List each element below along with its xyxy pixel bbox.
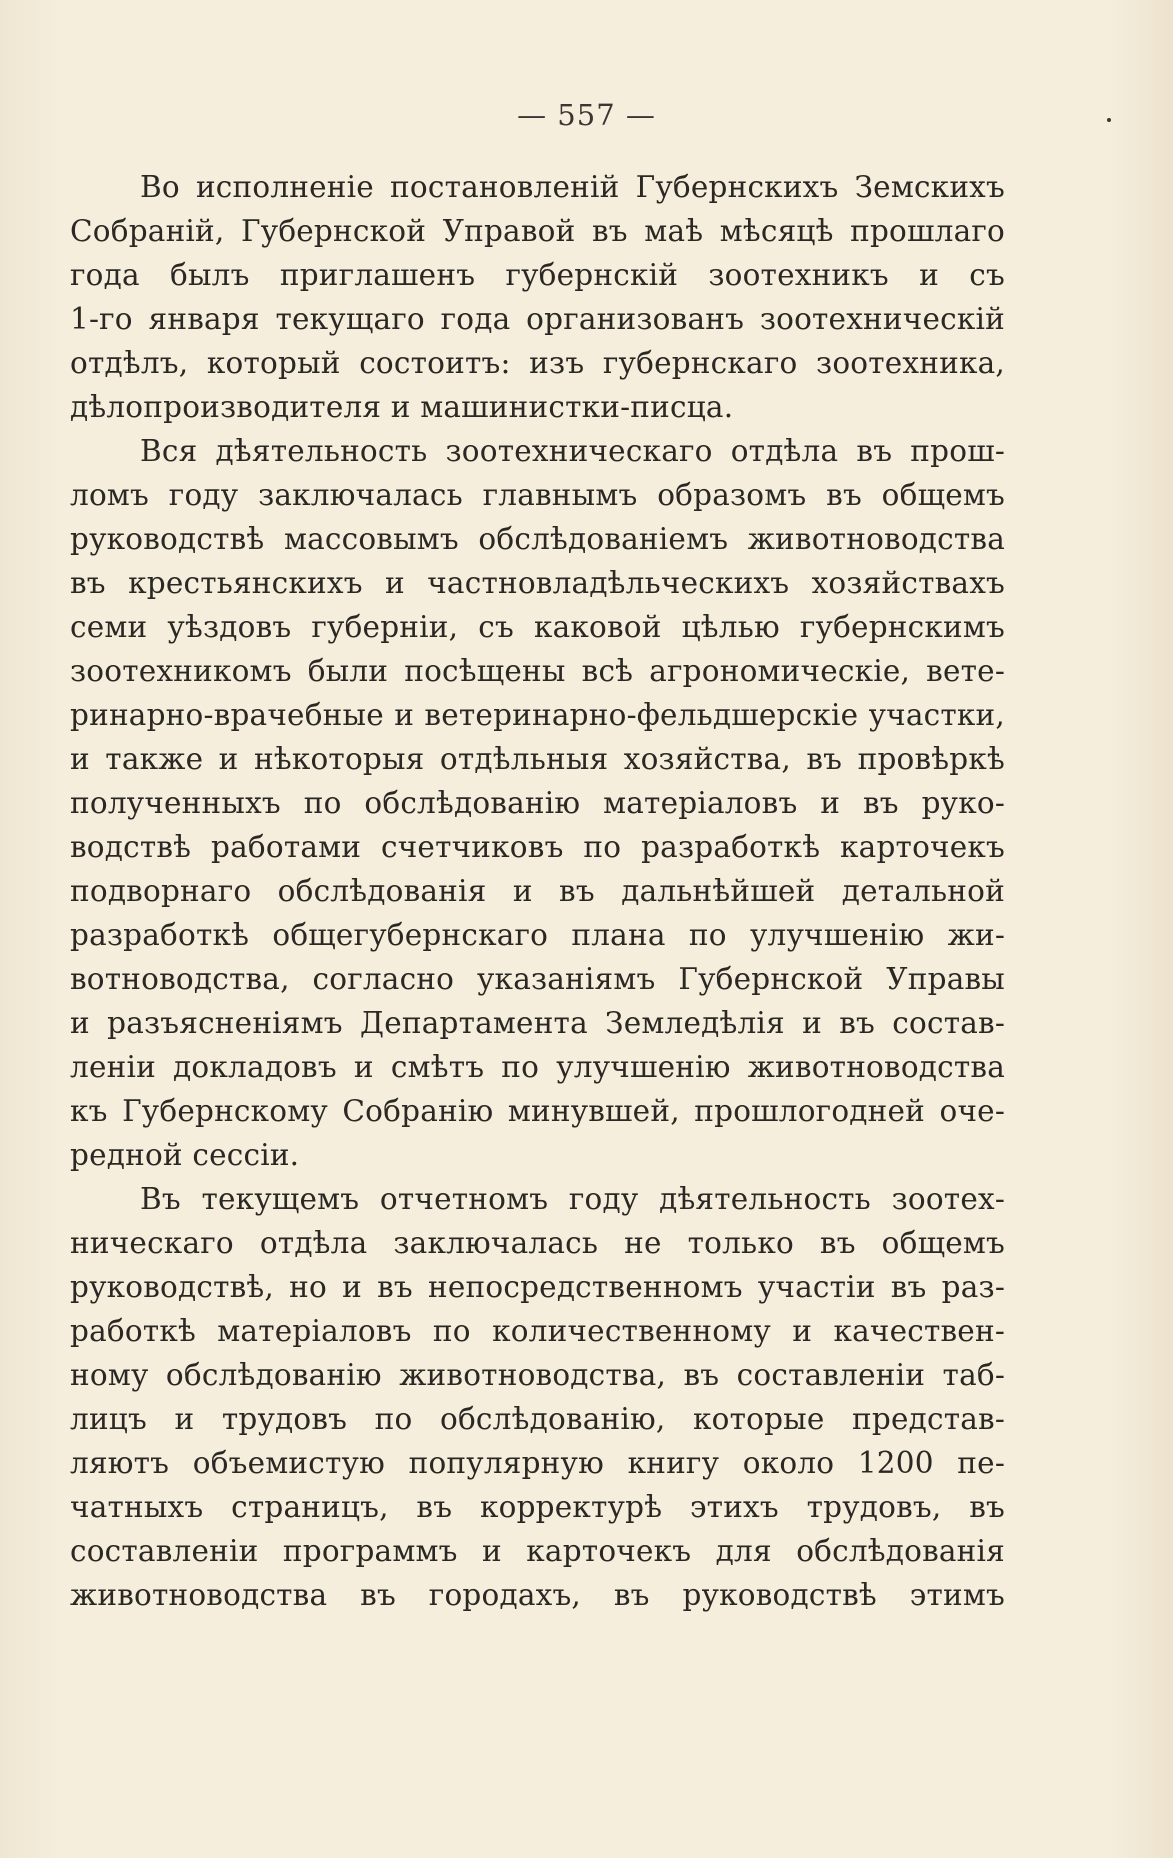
text-line: ляютъ объемистую популярную книгу около 1200 пе- — [70, 1446, 1005, 1480]
text-line: и разъясненіямъ Департамента Земледѣлія и въ состав- — [70, 1006, 1005, 1040]
text-line: Во исполненіе постановленій Губернскихъ Земскихъ — [140, 170, 1005, 204]
text-line: Собраній, Губернской Управой въ маѣ мѣсяцѣ прошлаго — [70, 214, 1005, 248]
text-line: года былъ приглашенъ губернскій зоотехникъ и съ — [70, 258, 1005, 292]
text-line: руководствѣ, но и въ непосредственномъ участіи въ раз- — [70, 1270, 1005, 1304]
print-speck — [1107, 118, 1111, 122]
text-line: разработкѣ общегубернскаго плана по улучшенію жи- — [70, 918, 1005, 952]
text-line: водствѣ работами счетчиковъ по разработкѣ карточекъ — [70, 830, 1005, 864]
text-line: руководствѣ массовымъ обслѣдованіемъ животноводства — [70, 522, 1005, 556]
text-line: полученныхъ по обслѣдованію матеріаловъ и въ руко- — [70, 786, 1005, 820]
body-text — [70, 165, 1005, 1617]
text-line: Въ текущемъ отчетномъ году дѣятельность зоотех- — [140, 1182, 1005, 1216]
text-line: работкѣ матеріаловъ по количественному и качествен- — [70, 1314, 1005, 1348]
text-line: ломъ году заключалась главнымъ образомъ въ общемъ — [70, 478, 1005, 512]
text-line: чатныхъ страницъ, въ корректурѣ этихъ трудовъ, въ — [70, 1490, 1005, 1524]
text-line: отдѣлъ, который состоитъ: изъ губернскаго зоотехника, — [70, 346, 1005, 380]
text-line: зоотехникомъ были посѣщены всѣ агрономическіе, вете- — [70, 654, 1005, 688]
text-line: лицъ и трудовъ по обслѣдованію, которые представ- — [70, 1402, 1005, 1436]
text-line: семи уѣздовъ губерніи, съ каковой цѣлью губернскимъ — [70, 610, 1005, 644]
text-line: къ Губернскому Собранію минувшей, прошлогодней оче- — [70, 1094, 1005, 1128]
text-line: дѣлопроизводителя и машинистки-писца. — [70, 390, 734, 424]
text-line: животноводства въ городахъ, въ руководствѣ этимъ — [70, 1578, 1005, 1612]
text-line: леніи докладовъ и смѣтъ по улучшенію животноводства — [70, 1050, 1005, 1084]
text-line: въ крестьянскихъ и частновладѣльческихъ хозяйствахъ — [70, 566, 1005, 600]
text-line: Вся дѣятельность зоотехническаго отдѣла въ прош- — [140, 434, 1005, 468]
text-line: подворнаго обслѣдованія и въ дальнѣйшей детальной — [70, 874, 1005, 908]
text-line: составленіи программъ и карточекъ для обслѣдованія — [70, 1534, 1005, 1568]
text-line: ническаго отдѣла заключалась не только въ общемъ — [70, 1226, 1005, 1260]
text-line: и также и нѣкоторыя отдѣльныя хозяйства, въ провѣркѣ — [70, 742, 1005, 776]
text-line: вотноводства, согласно указаніямъ Губернской Управы — [70, 962, 1005, 996]
text-line: 1-го января текущаго года организованъ зоотехническій — [70, 302, 1005, 336]
text-line: редной сессіи. — [70, 1138, 300, 1172]
page-number: — 557 — — [517, 98, 656, 132]
text-line: ному обслѣдованію животноводства, въ составленіи таб- — [70, 1358, 1005, 1392]
text-line: ринарно-врачебные и ветеринарно-фельдшерскіе участки, — [70, 698, 1005, 732]
